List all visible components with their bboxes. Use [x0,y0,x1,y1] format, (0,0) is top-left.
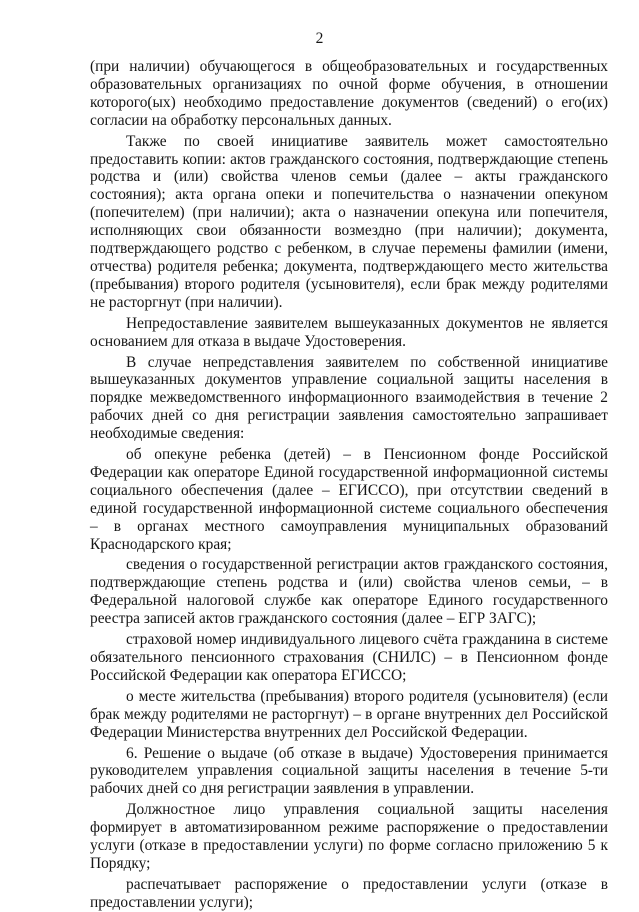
paragraph-guardian-info: об опекуне ребенка (детей) – в Пенсионном фонде Российской Федерации как операторе Единой государственной информационной системы социального обеспечения (далее – ЕГИССО), при отсутствии сведений в единой государственной информационной системе социального обеспечения – в органах местного самоуправления муниципальных образований Краснодарского края; [90,446,608,553]
page-number: 2 [315,30,324,47]
paragraph-official-forms-order: Должностное лицо управления социальной защиты населения формирует в автоматизированном режиме распоряжение о предоставлении услуги (отказе в предоставлении услуги) по форме согласно приложению 5 к Порядку; [90,801,608,872]
paragraph-continuation: (при наличии) обучающегося в общеобразовательных и государственных образовательных организациях по очной форме обучения, в отношении которого(ых) необходимо предоставление документов (сведений) о его(их) согласии на обработку персональных данных. [90,58,608,129]
document-body [90,58,608,912]
paragraph-optional-documents: Также по своей инициативе заявитель может самостоятельно предоставить копии: актов гражданского состояния, подтверждающие степень родства и (или) свойства членов семьи (далее – акты гражданского состояния); акта органа опеки и попечительства о назначении опекуном (попечителем) (при наличии); акта о назначении опекуна или попечителя, исполняющих свои обязанности возмездно (при наличии); документа, подтверждающего родство с ребенком, в случае перемены фамилии (имени, отчества) родителя ребенка; документа, подтверждающего место жительства (пребывания) второго родителя (усыновителя), если брак между родителями не расторгнут (при наличии). [90,132,608,311]
paragraph-second-parent-residence: о месте жительства (пребывания) второго родителя (усыновителя) (если брак между родителями не расторгнут) – в органе внутренних дел Российской Федерации Министерства внутренних дел Российской Федерации. [90,687,608,741]
paragraph-print-order: распечатывает распоряжение о предоставлении услуги (отказе в предоставлении услуги); [90,875,608,911]
paragraph-non-submission: Непредоставление заявителем вышеуказанных документов не является основанием для отказа в выдаче Удостоверения. [90,314,608,350]
paragraph-civil-registration: сведения о государственной регистрации актов гражданского состояния, подтверждающие степень родства и (или) свойства членов семьи, – в Федеральной налоговой службе как операторе Единого государственного реестра записей актов гражданского состояния (далее – ЕГР ЗАГС); [90,556,608,628]
paragraph-decision: 6. Решение о выдаче (об отказе в выдаче) Удостоверения принимается руководителем управления социальной защиты населения в течение 5-ти рабочих дней со дня регистрации заявления в управлении. [90,744,608,798]
paragraph-interagency-request: В случае непредставления заявителем по собственной инициативе вышеуказанных документов управление социальной защиты населения в порядке межведомственного информационного взаимодействия в течение 2 рабочих дней со дня регистрации заявления самостоятельно запрашивает необходимые сведения: [90,353,608,443]
paragraph-snils: страховой номер индивидуального лицевого счёта гражданина в системе обязательного пенсионного страхования (СНИЛС) – в Пенсионном фонде Российской Федерации как оператора ЕГИССО; [90,631,608,684]
